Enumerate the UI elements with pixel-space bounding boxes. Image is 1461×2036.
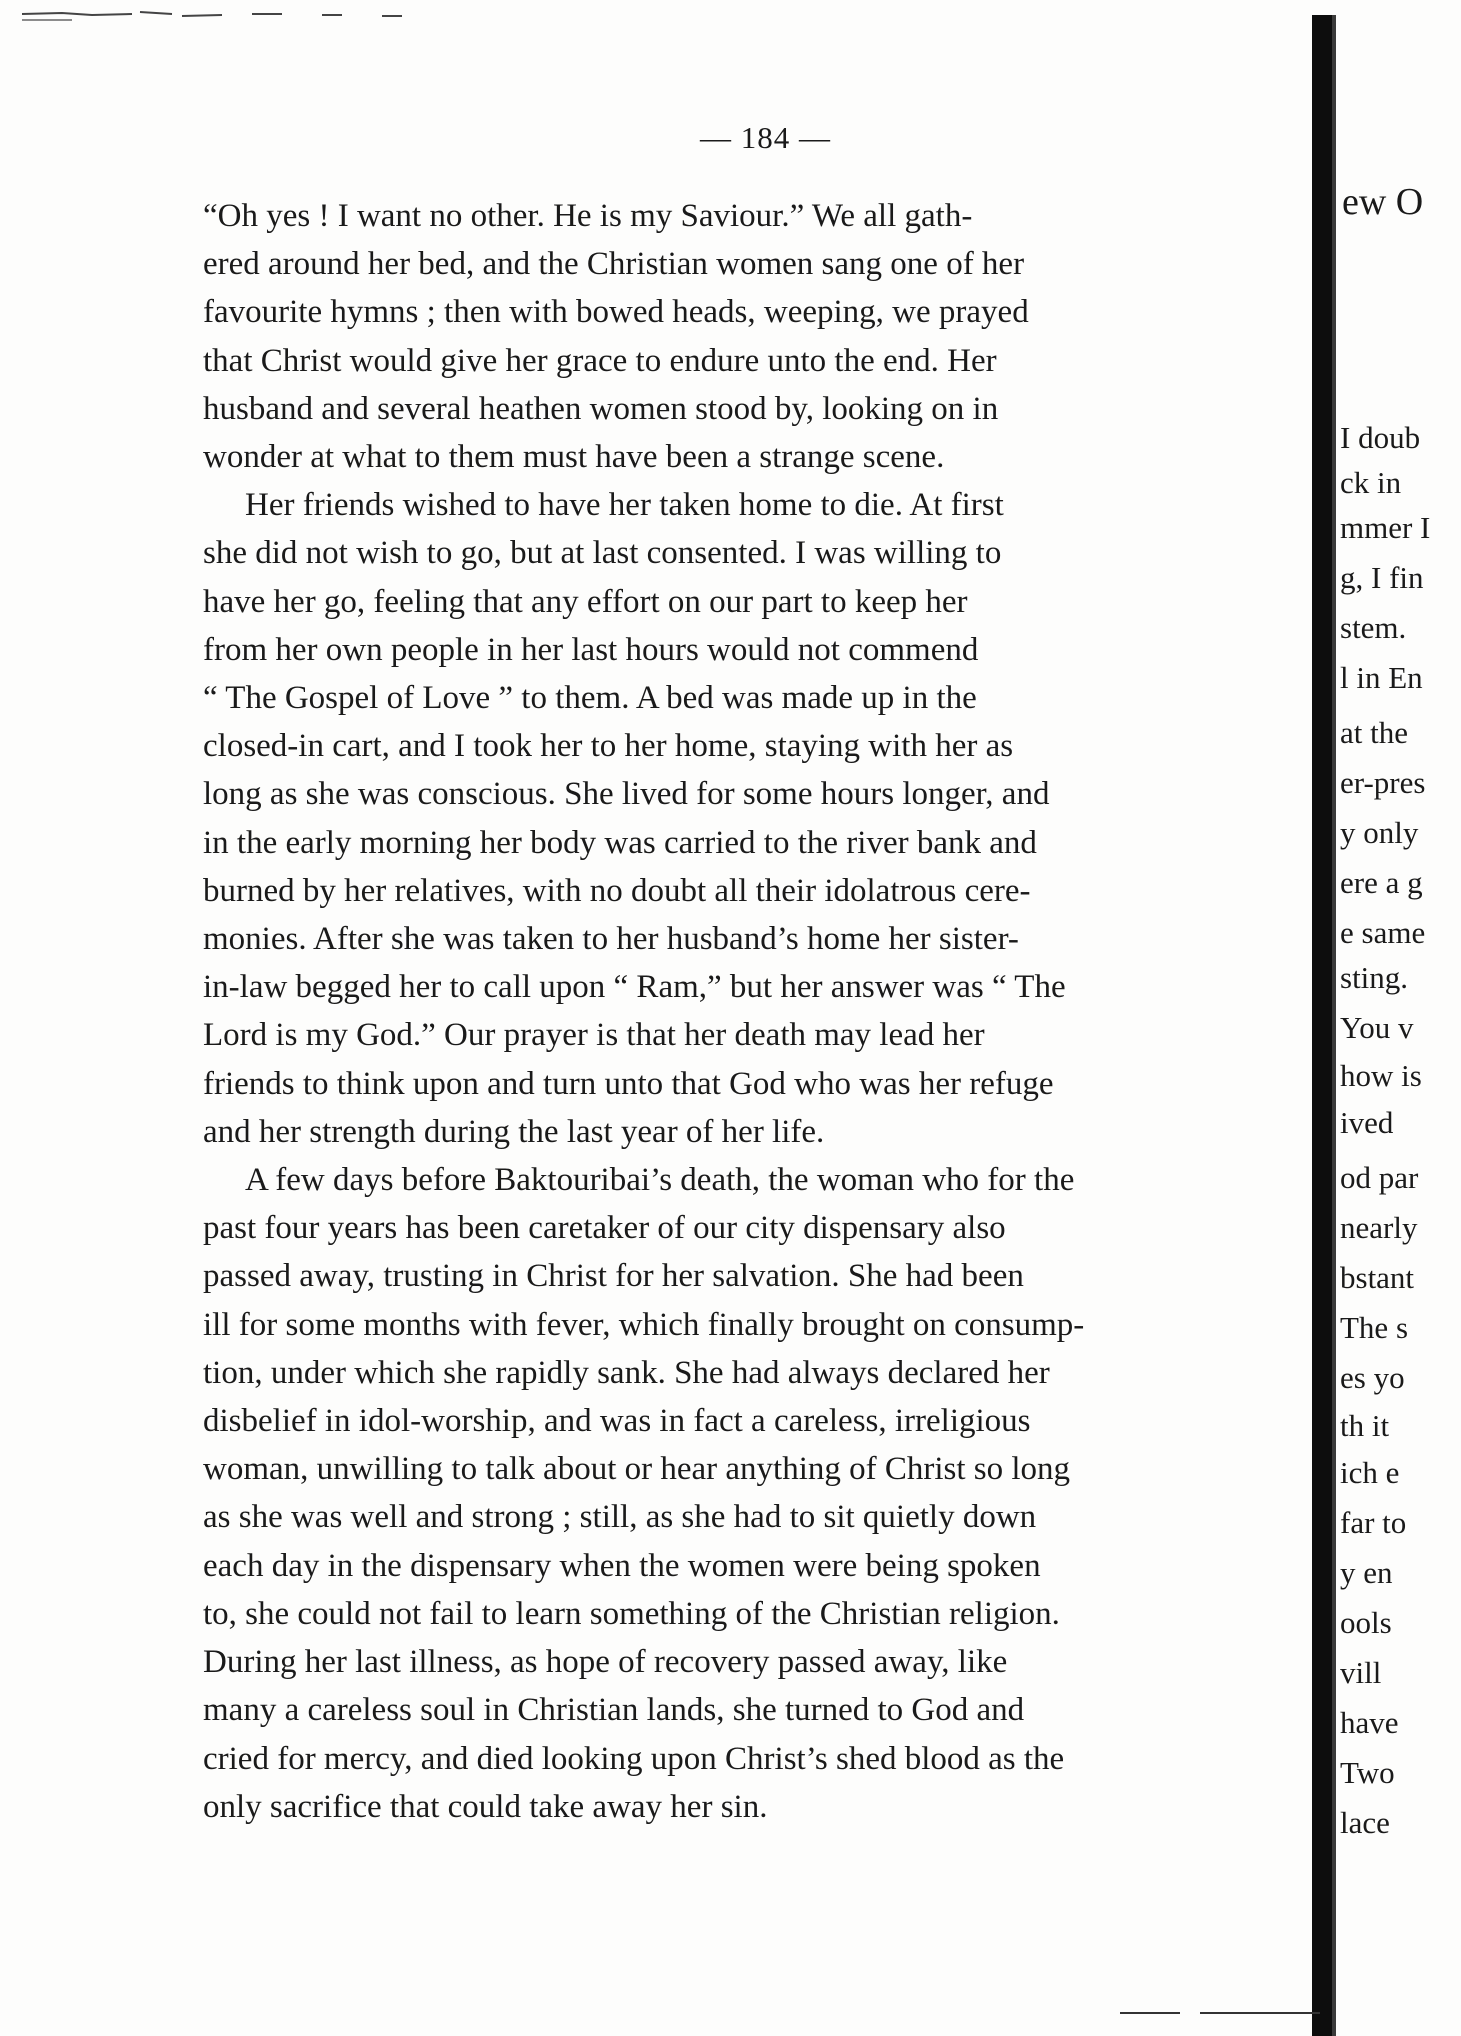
paragraph-start-line: Her friends wished to have her taken home to die. At first [245, 487, 1004, 524]
facing-text: e same [1340, 915, 1426, 950]
facing-page-fragment [1336, 0, 1461, 2036]
text-line: many a careless soul in Christian lands, she turned to God and [203, 1692, 1025, 1729]
facing-text: I doub [1340, 420, 1421, 455]
page-number: — 184 — [700, 120, 831, 155]
facing-text: y only [1340, 815, 1419, 850]
text-line: ill for some months with fever, which finally brought on consump- [203, 1306, 1085, 1343]
text-line: to, she could not fail to learn something of the Christian religion. [203, 1595, 1060, 1632]
body-text [203, 192, 1313, 1831]
text-line: Lord is my God.” Our prayer is that her death may lead her [203, 1017, 985, 1054]
facing-text: ck in [1340, 465, 1402, 500]
facing-text: ere a g [1340, 865, 1423, 900]
facing-text: ived [1340, 1105, 1394, 1140]
text-line: and her strength during the last year of her life. [203, 1113, 825, 1150]
facing-text: mmer I [1340, 510, 1431, 545]
text-line: husband and several heathen women stood by, looking on in [203, 390, 999, 427]
text-line: monies. After she was taken to her husband’s home her sister- [203, 921, 1019, 958]
facing-text: lace [1340, 1805, 1390, 1840]
text-line: only sacrifice that could take away her sin. [203, 1788, 768, 1825]
text-line: wonder at what to them must have been a strange scene. [203, 439, 945, 476]
facing-text: You v [1340, 1010, 1414, 1045]
paragraph-start-line: A few days before Baktouribai’s death, the woman who for the [245, 1162, 1075, 1199]
text-line: woman, unwilling to talk about or hear anything of Christ so long [203, 1451, 1071, 1488]
text-line: passed away, trusting in Christ for her salvation. She had been [203, 1258, 1024, 1295]
book-binding-shadow [1312, 15, 1334, 2036]
text-line: have her go, feeling that any effort on our part to keep her [203, 583, 968, 620]
facing-text: y en [1340, 1555, 1393, 1590]
facing-text: es yo [1340, 1360, 1405, 1395]
facing-text: far to [1340, 1505, 1407, 1540]
facing-text: The s [1340, 1310, 1409, 1345]
facing-text: nearly [1340, 1210, 1418, 1245]
facing-text: g, I fin [1340, 560, 1424, 595]
text-line: During her last illness, as hope of recovery passed away, like [203, 1644, 1008, 1681]
text-line: she did not wish to go, but at last consented. I was willing to [203, 535, 1002, 572]
text-line: in-law begged her to call upon “ Ram,” but her answer was “ The [203, 969, 1066, 1006]
facing-text: how is [1340, 1058, 1422, 1093]
facing-text: ools [1340, 1605, 1392, 1640]
text-line: favourite hymns ; then with bowed heads, weeping, we prayed [203, 294, 1029, 331]
facing-text: ich e [1340, 1455, 1400, 1490]
facing-text: er-pres [1340, 765, 1426, 800]
text-line: disbelief in idol-worship, and was in fact a careless, irreligious [203, 1403, 1031, 1440]
facing-text: od par [1340, 1160, 1419, 1195]
facing-heading: ew O [1342, 181, 1424, 223]
text-line: “Oh yes ! I want no other. He is my Saviour.” We all gath- [203, 198, 973, 234]
text-line: as she was well and strong ; still, as she had to sit quietly down [203, 1499, 1037, 1536]
text-line: cried for mercy, and died looking upon Christ’s shed blood as the [203, 1740, 1065, 1777]
text-line: friends to think upon and turn unto that God who was her refuge [203, 1065, 1054, 1102]
facing-text: bstant [1340, 1260, 1415, 1295]
text-line: tion, under which she rapidly sank. She had always declared her [203, 1354, 1050, 1391]
bottom-print-artifact [1120, 2010, 1320, 2016]
facing-text: at the [1340, 715, 1408, 750]
text-line: past four years has been caretaker of our city dispensary also [203, 1210, 1006, 1247]
text-line: in the early morning her body was carried to the river bank and [203, 824, 1037, 861]
facing-text: l in En [1340, 660, 1423, 695]
top-print-artifact [22, 8, 562, 22]
facing-text: stem. [1340, 610, 1407, 645]
facing-text: vill [1340, 1655, 1382, 1690]
text-line: ered around her bed, and the Christian women sang one of her [203, 246, 1025, 283]
text-line: “ The Gospel of Love ” to them. A bed was made up in the [203, 680, 977, 717]
facing-text: Two [1340, 1755, 1395, 1790]
facing-text: th it [1340, 1408, 1390, 1443]
text-line: long as she was conscious. She lived for some hours longer, and [203, 776, 1050, 813]
text-line: closed-in cart, and I took her to her home, staying with her as [203, 728, 1014, 765]
text-line: burned by her relatives, with no doubt all their idolatrous cere- [203, 872, 1031, 909]
facing-text: have [1340, 1705, 1399, 1740]
text-line: that Christ would give her grace to endure unto the end. Her [203, 342, 997, 379]
text-line: each day in the dispensary when the women were being spoken [203, 1547, 1041, 1584]
facing-text: sting. [1340, 960, 1409, 995]
text-line: from her own people in her last hours would not commend [203, 631, 979, 668]
